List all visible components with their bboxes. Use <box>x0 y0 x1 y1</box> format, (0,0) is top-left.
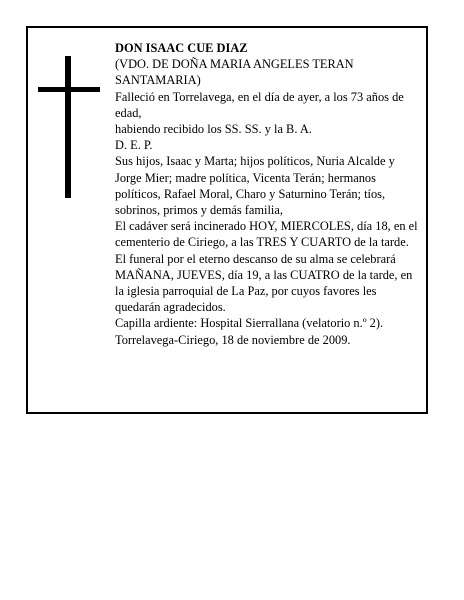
place-and-date: Torrelavega-Ciriego, 18 de noviembre de 2009. <box>115 332 351 347</box>
widower-of: (VDO. DE DOÑA MARIA ANGELES TERAN SANTAMARIA) <box>115 57 354 88</box>
sacraments-statement: habiendo recibido los SS. SS. y la B. A. <box>115 122 312 137</box>
obituary-notice <box>26 26 428 414</box>
notice-body <box>115 40 420 348</box>
cross-vertical-bar <box>65 56 71 198</box>
deceased-name: DON ISAAC CUE DIAZ <box>115 41 248 55</box>
cross-horizontal-bar <box>38 87 100 92</box>
cross-icon <box>38 56 100 198</box>
funeral-services: El cadáver será incinerado HOY, MIERCOLES, día 18, en el cementerio de Ciriego, a las TRES Y CUARTO de la tarde. El funeral por el eterno descanso de su alma se celebrará MAÑANA, JUEVES, día 19, a las CUATRO de la tarde, en la iglesia parroquial de La Paz, por cuyos favores les quedarán agradecidos. <box>115 219 418 315</box>
death-statement: Falleció en Torrelavega, en el día de ayer, a los 73 años de edad, <box>115 89 404 120</box>
family-list: Sus hijos, Isaac y Marta; hijos políticos, Nuria Alcalde y Jorge Mier; madre política, Vicenta Terán; hermanos políticos, Rafael Moral, Charo y Saturnino Terán; tíos, sobrinos, primos y demás familia, <box>115 154 395 218</box>
chapel-info: Capilla ardiente: Hospital Sierrallana (velatorio n.º 2). <box>115 316 384 331</box>
rest-in-peace: D. E. P. <box>115 138 153 153</box>
